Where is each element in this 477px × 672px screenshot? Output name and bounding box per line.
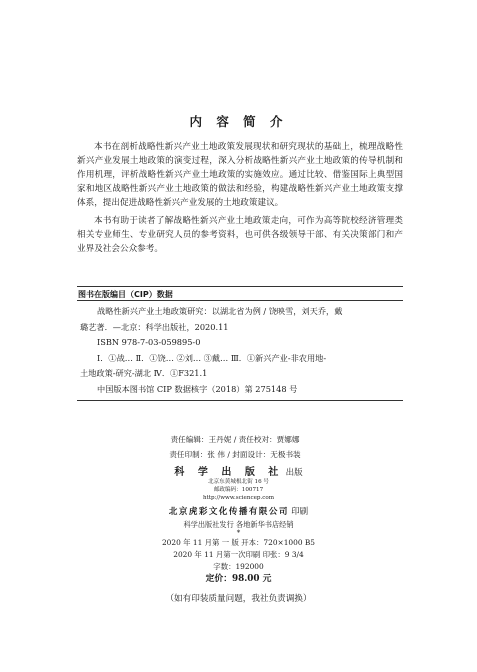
credits-line-1: 责任编辑：王丹妮 / 责任校对：贾娜娜 [170,435,300,444]
printing-line: 2020 年 11 月第一次印刷 印张：9 3/4 [173,550,304,559]
credits-line-2: 责任印制：张 伟 / 封面设计：无极书装 [169,450,301,459]
cip-line-2: 璐艺著．—北京：科学出版社，2020.11 [80,321,229,332]
edition-line: 2020 年 11 月第 一 版 开本：720×1000 B5 [161,538,316,547]
publisher-name-suffix: 出版 [285,468,303,478]
separator-star: * [236,529,241,537]
printer-suffix: 印刷 [291,507,309,517]
cip-bottom-rule [77,400,403,401]
publisher-url: http://www.sciencep.com [202,495,275,501]
publisher-address: 北京东黄城根北街 16 号 [207,479,270,485]
cip-title-rule [77,300,403,301]
cip-title: 图书在版编目（CIP）数据 [78,290,173,299]
summary-paragraph-1: 本书在剖析战略性新兴产业土地政策发展现状和研究现状的基础上，梳理战略性新兴产业发展土地政策的演变过程，深入分析战略性新兴产业土地政策的传导机制和作用机理，评析战略性新兴产业土地政策的实施效应。通过比较、借鉴国际上典型国家和地区战略性新兴产业土地政策的做法和经验，构建战略性新兴产业土地政策支撑体系，提出促进战略性新兴产业发展的土地政策建议。 [77,142,403,208]
cip-line-4: Ⅰ．①战… Ⅱ．①饶… ②刘… ③戴… Ⅲ．①新兴产业-非农用地- [97,352,327,363]
cip-top-rule [77,286,403,287]
credits-block [115,432,355,462]
summary-section [77,140,403,260]
distribution-line: 科学出版社发行 各地新华书店经销 [183,520,294,529]
price: 定价：98.00 元 [205,574,272,584]
publisher-postcode: 邮政编码：100717 [213,487,264,493]
quality-notice: （如有印装质量问题，我社负责调换） [165,594,312,604]
publisher-name: 科 学 出 版 社 [174,467,284,478]
specs-block [0,537,477,585]
cip-line-3: ISBN 978-7-03-059895-0 [97,337,201,347]
cip-data-block [80,304,400,397]
cip-line-1: 战略性新兴产业土地政策研究：以湖北省为例 / 饶映雪，刘天乔，戴 [97,306,343,316]
summary-heading: 内 容 简 介 [189,114,288,129]
summary-paragraph-2: 本书有助于读者了解战略性新兴产业土地政策走向，可作为高等院校经济管理类相关专业师生、专业研究人员的参考资料，也可供各级领导干部、有关决策部门和产业界及社会公众参考。 [77,216,403,254]
printer-name: 北京虎彩文化传播有限公司 [168,507,289,517]
cip-line-6: 中国版本图书馆 CIP 数据核字（2018）第 275148 号 [97,383,298,394]
publisher-block [0,463,477,530]
word-count: 字数：192000 [213,562,264,571]
cip-line-5: 土地政策-研究-湖北 Ⅳ．①F321.1 [80,368,208,378]
